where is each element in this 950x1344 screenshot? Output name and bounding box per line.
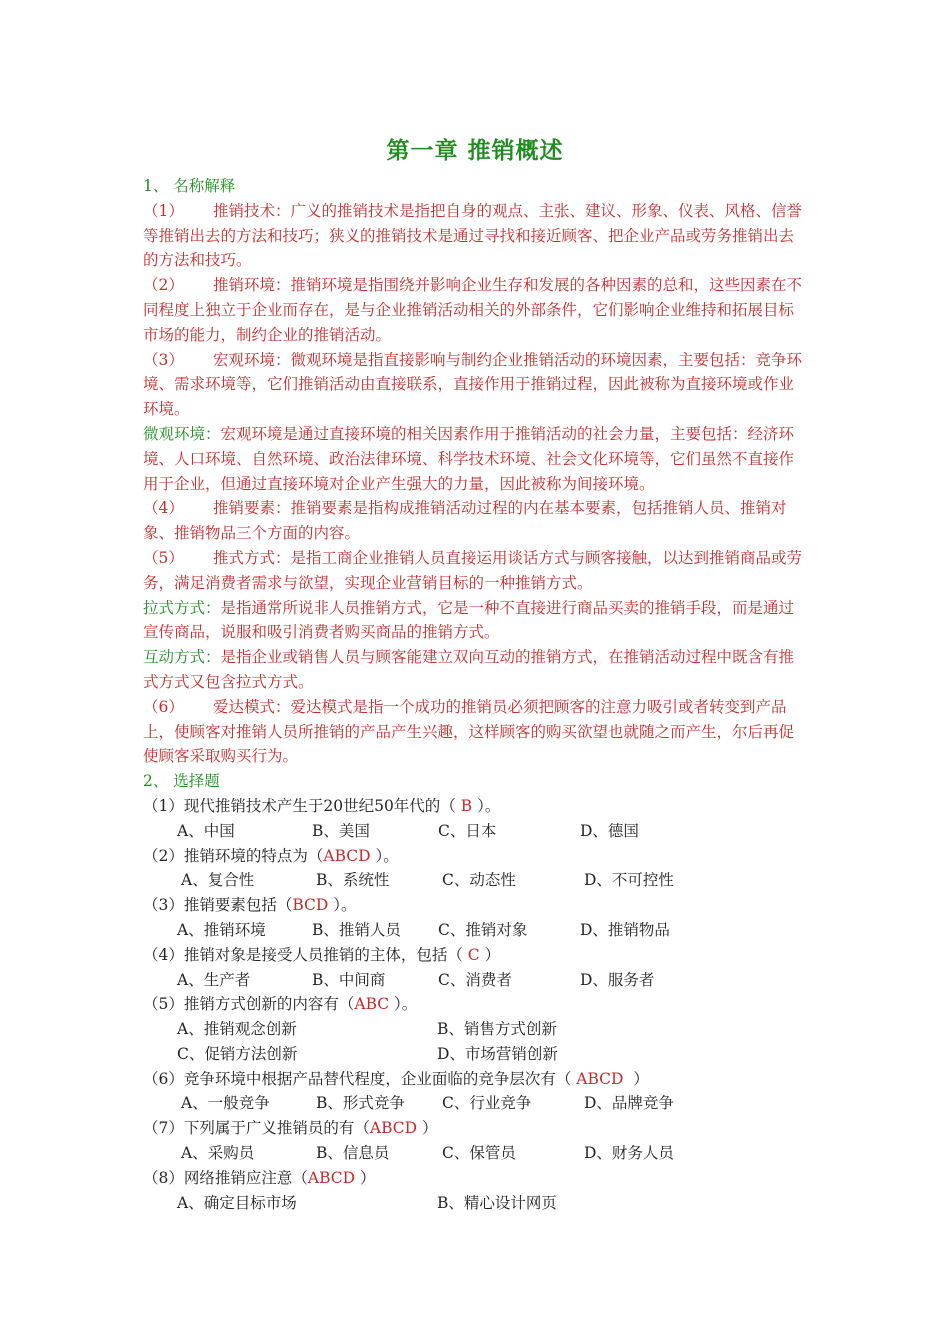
option-a: A、推销环境	[177, 920, 266, 939]
option-a: A、采购员	[181, 1144, 255, 1163]
definition-text: 推式方式：是指工商企业推销人员直接运用谈话方式与顾客接触，以达到推销商品或劳务，满足消费者需求与欲望，实现企业营销目标的一种推销方式。	[143, 548, 803, 592]
definition-text: 推销技术：广义的推销技术是指把自身的观点、主张、建议、形象、仪表、风格、信誉等推销出去的方法和技巧；狭义的推销技术是通过寻找和接近顾客、把企业产品或劳务推销出去的方法和技巧。	[143, 201, 803, 270]
question-text: （1）现代推销技术产生于20世纪50年代的（	[143, 796, 456, 815]
answer: ABC	[354, 995, 390, 1014]
question-text: （3）推销要素包括（	[143, 896, 293, 915]
option-d: D、推销物品	[580, 920, 670, 939]
option-b: B、形式竞争	[316, 1094, 405, 1113]
definition-3b	[143, 422, 808, 496]
item-number: （3）	[143, 350, 184, 369]
document-body	[143, 174, 808, 1215]
page-title: 第一章 推销概述	[386, 138, 564, 164]
option-a: A、复合性	[181, 871, 255, 890]
question-1-options	[143, 819, 808, 844]
definition-6	[143, 695, 808, 769]
answer: ABCD	[307, 1168, 356, 1187]
question-suffix: ）。	[370, 846, 399, 865]
question-8	[143, 1166, 808, 1191]
definition-5b	[143, 596, 808, 646]
question-7-options	[143, 1141, 808, 1166]
option-a: A、中国	[177, 821, 235, 840]
question-text: （7）下列属于广义推销员的有（	[143, 1119, 370, 1138]
question-5-options-row-1	[143, 1017, 808, 1042]
definition-text: 是指通常所说非人员推销方式，它是一种不直接进行商品买卖的推销手段，而是通过宣传商品，说服和吸引消费者购买商品的推销方式。	[143, 598, 795, 642]
option-a: A、推销观念创新	[177, 1020, 297, 1039]
section-2-heading: 2、 选择题	[143, 772, 220, 791]
option-b: B、信息员	[316, 1144, 390, 1163]
option-c: C、消费者	[438, 970, 512, 989]
definition-text: 宏观环境：微观环境是指直接影响与制约企业推销活动的环境因素，主要包括：竞争环境、需求环境等，它们推销活动由直接联系，直接作用于推销过程，因此被称为直接环境或作业环境。	[143, 350, 803, 419]
definition-5	[143, 546, 808, 596]
option-c: C、日本	[438, 821, 497, 840]
definition-text: 是指企业或销售人员与顾客能建立双向互动的推销方式，在推销活动过程中既含有推式方式又包含拉式方式。	[143, 648, 795, 691]
definition-text: 爱达模式：爱达模式是指一个成功的推销员必须把顾客的注意力吸引或者转变到产品上，使顾客对推销人员所推销的产品产生兴趣，这样顾客的购买欲望也就随之而产生，尔后再促使顾客采取购买行为。	[143, 697, 795, 766]
question-4-options	[143, 968, 808, 993]
option-d: D、不可控性	[584, 871, 674, 890]
definition-5c	[143, 645, 808, 695]
item-number: （1）	[143, 201, 184, 220]
item-number: （2）	[143, 276, 184, 295]
definition-3	[143, 348, 808, 422]
option-d: D、品牌竞争	[584, 1094, 674, 1113]
question-8-options	[143, 1191, 808, 1216]
definition-label: 互动方式：	[143, 648, 221, 667]
question-3	[143, 893, 808, 918]
question-4	[143, 943, 808, 968]
definition-text: 宏观环境是通过直接环境的相关因素作用于推销活动的社会力量，主要包括：经济环境、人口环境、自然环境、政治法律环境、科学技术环境、社会文化环境等，它们虽然不直接作用于企业，但通过直接环境对企业产生强大的力量，因此被称为间接环境。	[143, 424, 795, 493]
definition-label: 拉式方式：	[143, 598, 221, 617]
item-number: （6）	[143, 697, 184, 716]
option-d: D、财务人员	[584, 1144, 674, 1163]
definition-4	[143, 496, 808, 546]
option-c: C、促销方法创新	[177, 1044, 298, 1063]
option-d: D、服务者	[580, 970, 655, 989]
definition-text: 推销环境：推销环境是指围绕并影响企业生存和发展的各种因素的总和，这些因素在不同程度上独立于企业而存在，是与企业推销活动相关的外部条件，它们影响企业维持和拓展目标市场的能力，制约企业的推销活动。	[143, 276, 803, 344]
question-6-options	[143, 1091, 808, 1116]
question-text: （4）推销对象是接受人员推销的主体，包括（	[143, 945, 463, 964]
option-a: A、生产者	[177, 970, 251, 989]
question-suffix: ）	[355, 1168, 376, 1187]
question-6	[143, 1067, 808, 1092]
definition-label: 微观环境：	[143, 424, 221, 443]
option-b: B、推销人员	[312, 920, 401, 939]
option-c: C、保管员	[442, 1144, 516, 1163]
question-3-options	[143, 918, 808, 943]
question-text: （8）网络推销应注意（	[143, 1168, 308, 1187]
section-1-heading: 1、 名称解释	[143, 177, 236, 195]
question-suffix: ）	[417, 1119, 438, 1138]
option-d: D、德国	[580, 821, 639, 840]
option-b: B、销售方式创新	[437, 1020, 557, 1039]
option-a: A、确定目标市场	[177, 1193, 297, 1212]
question-2-options	[143, 868, 808, 893]
question-7	[143, 1116, 808, 1141]
question-suffix: ）	[623, 1069, 649, 1088]
answer: C	[462, 945, 485, 964]
item-number: （4）	[143, 499, 184, 518]
answer: ABCD	[323, 846, 371, 865]
answer: ABCD	[369, 1119, 418, 1138]
question-suffix: ）	[484, 945, 501, 964]
option-a: A、一般竞争	[181, 1094, 270, 1113]
question-5-options-row-2	[143, 1042, 808, 1067]
answer: B	[455, 796, 478, 815]
question-suffix: ）。	[328, 896, 357, 915]
option-c: C、推销对象	[438, 920, 528, 939]
answer: BCD	[292, 896, 329, 915]
question-1	[143, 794, 808, 819]
option-b: B、美国	[312, 821, 370, 840]
question-5	[143, 992, 808, 1017]
question-suffix: ）。	[389, 995, 418, 1014]
question-2	[143, 844, 808, 869]
question-text: （6）竞争环境中根据产品替代程度，企业面临的竞争层次有（	[143, 1069, 577, 1088]
option-b: B、系统性	[316, 871, 390, 890]
question-text: （5）推销方式创新的内容有（	[143, 995, 355, 1014]
option-c: C、行业竞争	[442, 1094, 532, 1113]
option-b: B、中间商	[312, 970, 386, 989]
question-text: （2）推销环境的特点为（	[143, 846, 324, 865]
option-d: D、市场营销创新	[437, 1044, 558, 1063]
question-suffix: ）。	[477, 796, 501, 815]
item-number: （5）	[143, 548, 184, 567]
definition-text: 推销要素：推销要素是指构成推销活动过程的内在基本要素，包括推销人员、推销对象、推销物品三个方面的内容。	[143, 499, 787, 543]
option-b: B、精心设计网页	[437, 1193, 557, 1212]
option-c: C、动态性	[442, 871, 516, 890]
definition-1	[143, 199, 808, 273]
answer: ABCD	[576, 1069, 624, 1088]
definition-2	[143, 273, 808, 347]
